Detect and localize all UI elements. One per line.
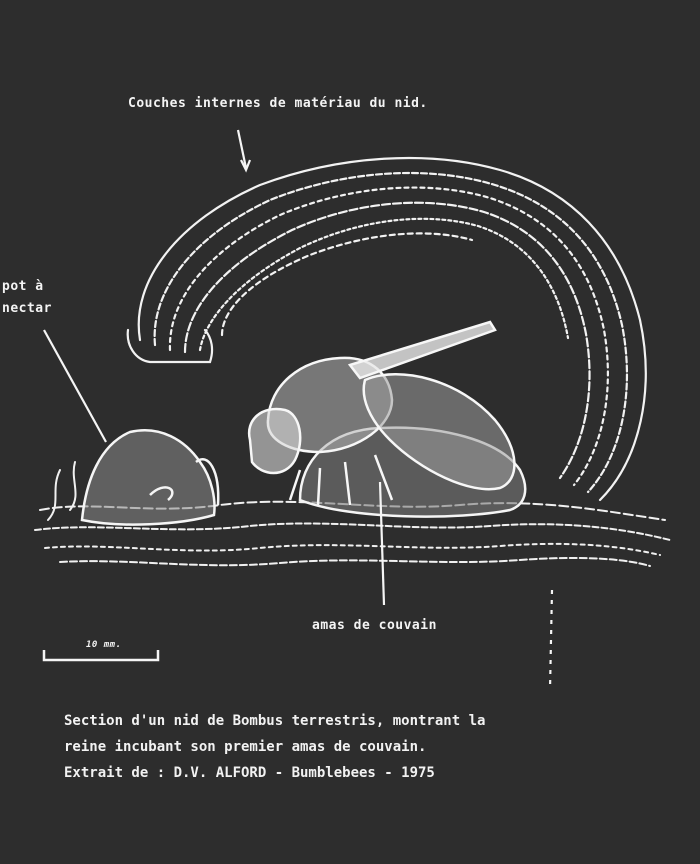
nectar-pot-label-line2: nectar — [2, 301, 52, 316]
nectar-pot-label-line1: pot à — [2, 279, 44, 294]
caption-line-3: Extrait de : D.V. ALFORD - Bumblebees - 1975 — [64, 765, 435, 781]
brood-clump-label: amas de couvain — [312, 618, 437, 633]
caption-line-2: reine incubant son premier amas de couvain. — [64, 739, 427, 755]
figure-caption — [64, 708, 485, 786]
scale-label: 10 mm. — [86, 640, 122, 650]
caption-line-1: Section d'un nid de Bombus terrestris, montrant la — [64, 713, 486, 729]
inner-layers-label: Couches internes de matériau du nid. — [128, 96, 428, 111]
nectar-pot-label — [2, 276, 52, 320]
